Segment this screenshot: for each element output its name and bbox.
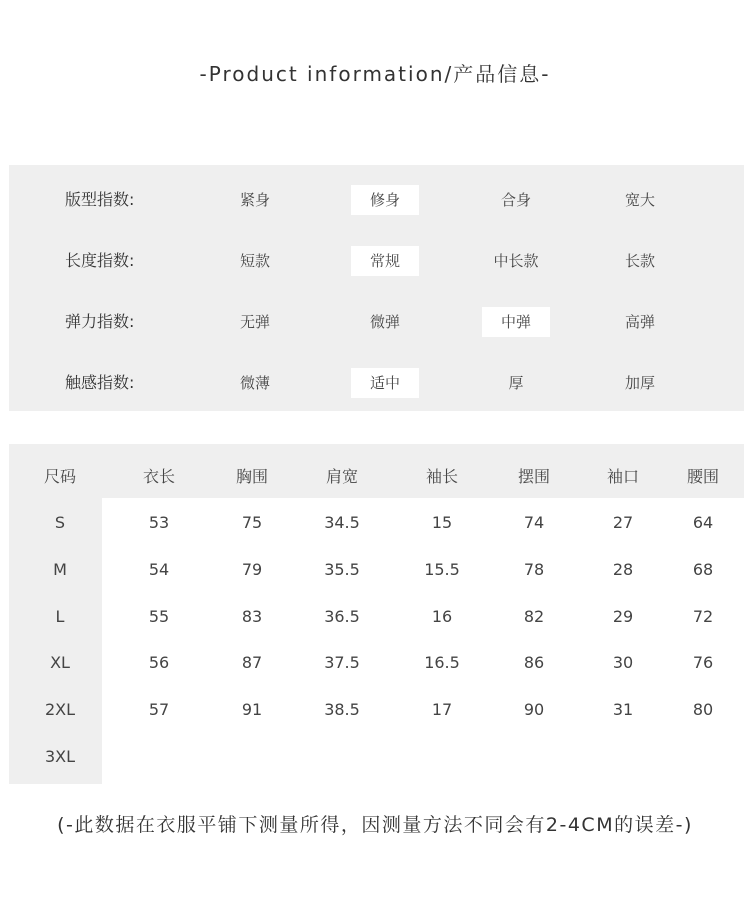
attribute-option: 厚 xyxy=(508,374,524,392)
table-cell: 57 xyxy=(148,700,170,720)
attribute-option: 中长款 xyxy=(493,252,539,270)
table-cell: 27 xyxy=(612,513,634,532)
attribute-option: 无弹 xyxy=(239,313,270,331)
table-cell xyxy=(397,745,487,769)
table-cell: 74 xyxy=(523,513,545,532)
attribute-option: 微薄 xyxy=(239,374,270,392)
table-cell: 76 xyxy=(692,653,714,673)
table-cell: 86 xyxy=(523,653,545,673)
table-cell: 90 xyxy=(523,700,545,720)
attribute-row xyxy=(9,183,744,217)
size-label: S xyxy=(54,513,66,532)
table-cell xyxy=(207,745,297,769)
size-label: 2XL xyxy=(44,700,76,720)
attribute-label: 版型指数: xyxy=(65,190,135,209)
table-cell: 91 xyxy=(241,700,263,720)
attribute-option-selected: 修身 xyxy=(351,185,419,215)
product-attributes-panel xyxy=(9,165,744,411)
attribute-option: 长款 xyxy=(624,252,655,270)
table-cell: 15.5 xyxy=(424,559,460,579)
table-cell: 54 xyxy=(148,559,170,579)
table-cell xyxy=(489,745,579,769)
attribute-option: 短款 xyxy=(239,252,270,270)
attribute-option: 宽大 xyxy=(624,191,655,209)
table-cell: 30 xyxy=(612,653,634,673)
attribute-option-selected: 中弹 xyxy=(482,307,550,337)
table-cell: 72 xyxy=(692,606,714,626)
table-cell: 79 xyxy=(241,559,263,579)
table-cell: 38.5 xyxy=(324,700,360,720)
table-cell: 64 xyxy=(692,513,714,532)
size-label: L xyxy=(55,606,65,626)
attribute-option: 加厚 xyxy=(624,374,655,392)
column-header: 尺码 xyxy=(43,467,76,486)
table-cell: 16 xyxy=(431,606,453,626)
table-cell: 87 xyxy=(241,653,263,673)
size-label: 3XL xyxy=(44,747,76,766)
attribute-label: 长度指数: xyxy=(65,251,135,270)
table-cell: 16.5 xyxy=(424,653,460,673)
page-title: -Product information/产品信息- xyxy=(199,62,551,86)
table-cell xyxy=(578,745,668,769)
table-cell: 75 xyxy=(241,513,263,532)
table-cell: 53 xyxy=(148,513,170,532)
table-cell: 15 xyxy=(431,513,453,532)
column-header: 胸围 xyxy=(235,467,268,486)
table-cell: 68 xyxy=(692,559,714,579)
attribute-option-selected: 适中 xyxy=(351,368,419,398)
table-cell: 28 xyxy=(612,559,634,579)
table-cell: 31 xyxy=(612,700,634,720)
table-cell: 82 xyxy=(523,606,545,626)
attribute-row xyxy=(9,305,744,339)
attribute-option: 合身 xyxy=(500,191,531,209)
size-column-background xyxy=(9,498,102,784)
attribute-option: 紧身 xyxy=(239,191,270,209)
size-label: XL xyxy=(50,653,70,673)
table-cell xyxy=(297,745,387,769)
table-cell: 35.5 xyxy=(324,559,360,579)
column-header: 衣长 xyxy=(142,467,175,486)
table-cell: 56 xyxy=(148,653,170,673)
table-cell xyxy=(658,745,748,769)
table-cell xyxy=(114,745,204,769)
table-cell: 29 xyxy=(612,606,634,626)
measurement-note: (-此数据在衣服平铺下测量所得，因测量方法不同会有2-4CM的误差-) xyxy=(57,814,693,836)
table-cell: 36.5 xyxy=(324,606,360,626)
attribute-row xyxy=(9,366,744,400)
size-table xyxy=(9,444,744,784)
attribute-option: 高弹 xyxy=(624,313,655,331)
table-cell: 78 xyxy=(523,559,545,579)
table-cell: 17 xyxy=(431,700,453,720)
table-cell: 55 xyxy=(148,606,170,626)
column-header: 袖长 xyxy=(425,467,458,486)
column-header: 袖口 xyxy=(606,467,639,486)
table-cell: 37.5 xyxy=(324,653,360,673)
column-header: 腰围 xyxy=(686,467,719,486)
attribute-option: 微弹 xyxy=(369,313,400,331)
column-header: 肩宽 xyxy=(325,467,358,486)
attribute-option-selected: 常规 xyxy=(351,246,419,276)
attribute-label: 触感指数: xyxy=(65,373,135,392)
attribute-row xyxy=(9,244,744,278)
table-cell: 83 xyxy=(241,606,263,626)
table-cell: 80 xyxy=(692,700,714,720)
attribute-label: 弹力指数: xyxy=(65,312,135,331)
column-header: 摆围 xyxy=(517,467,550,486)
size-label: M xyxy=(53,559,67,579)
table-cell: 34.5 xyxy=(324,513,360,532)
